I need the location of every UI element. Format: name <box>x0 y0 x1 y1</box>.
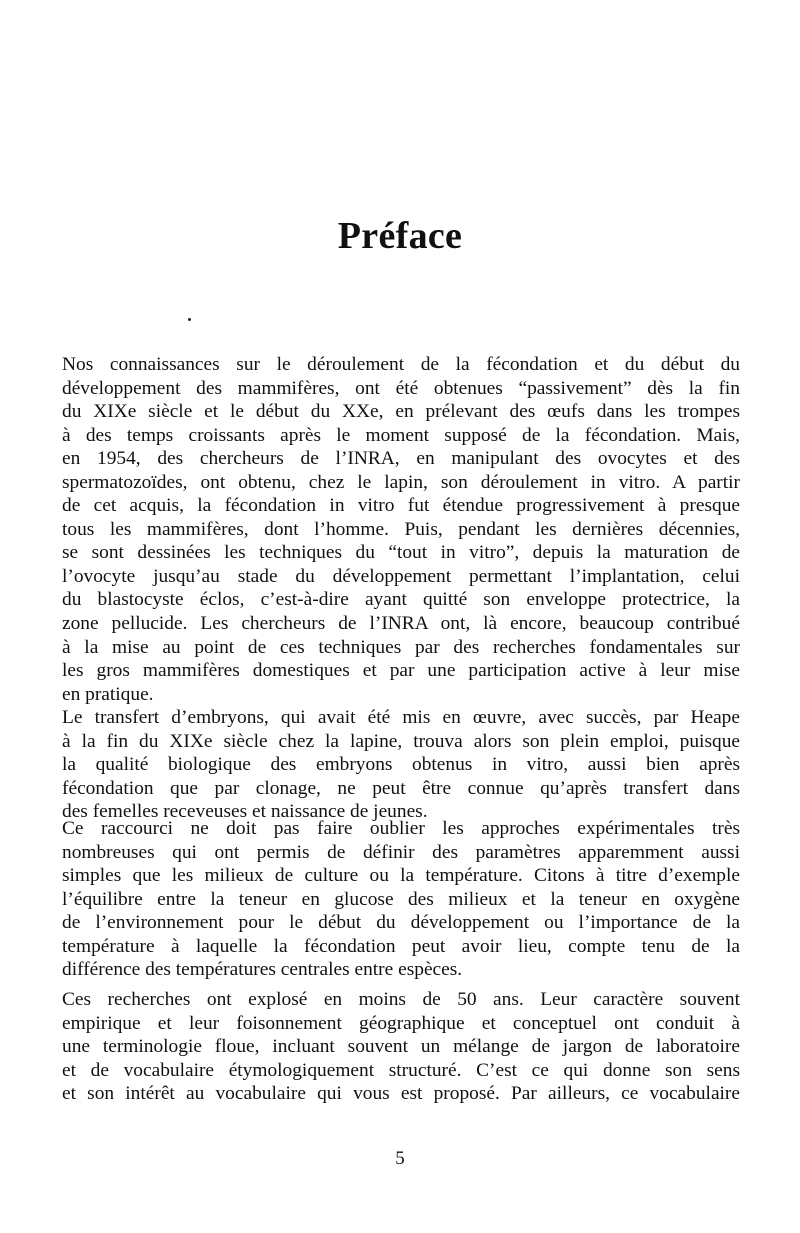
text-line: l’ovocyte jusqu’au stade du développement permettant l’implantation, celui <box>62 565 740 587</box>
text-line: simples que les milieux de culture ou la température. Citons à titre d’exemple <box>62 865 740 887</box>
text-line: nombreuses qui ont permis de définir des paramètres apparemment aussi <box>62 841 740 863</box>
text-line: les gros mammifères domestiques et par une participation active à leur mise <box>62 660 740 682</box>
scan-speck <box>188 318 191 321</box>
text-line: une terminologie floue, incluant souvent un mélange de jargon de laboratoire <box>62 1036 740 1058</box>
text-line: de l’environnement pour le début du développement ou l’importance de la <box>62 912 740 934</box>
text-line: température à laquelle la fécondation peut avoir lieu, compte tenu de la <box>62 935 740 957</box>
text-line: spermatozoïdes, ont obtenu, chez le lapin, son déroulement in vitro. A partir <box>62 471 740 493</box>
text-line: l’équilibre entre la teneur en glucose des milieux et la teneur en oxygène <box>62 888 740 910</box>
text-line: se sont dessinées les techniques du “tout in vitro”, depuis la maturation de <box>62 542 740 564</box>
text-line: empirique et leur foisonnement géographique et conceptuel ont conduit à <box>62 1012 740 1034</box>
text-line: en pratique. <box>62 683 154 705</box>
text-line: différence des températures centrales entre espèces. <box>62 959 463 981</box>
page-number: 5 <box>395 1148 405 1169</box>
text-line: la qualité biologique des embryons obtenus in vitro, aussi bien après <box>62 754 740 776</box>
text-line: développement des mammifères, ont été obtenues “passivement” dès la fin <box>62 377 740 399</box>
paragraph <box>62 817 740 982</box>
text-line: Le transfert d’embryons, qui avait été mis en œuvre, avec succès, par Heape <box>62 707 740 729</box>
text-line: Ce raccourci ne doit pas faire oublier les approches expérimentales très <box>62 818 740 839</box>
text-line: à la mise au point de ces techniques par des recherches fondamentales sur <box>62 636 740 658</box>
text-line: zone pellucide. Les chercheurs de l’INRA ont, là encore, beaucoup contribué <box>62 613 740 635</box>
text-line: Ces recherches ont explosé en moins de 50 ans. Leur caractère souvent <box>62 989 740 1010</box>
text-line: et son intérêt au vocabulaire qui vous est proposé. Par ailleurs, ce vocabulaire <box>62 1083 740 1105</box>
text-line: du blastocyste éclos, c’est-à-dire ayant quitté son enveloppe protectrice, la <box>62 589 740 611</box>
text-line: du XIXe siècle et le début du XXe, en prélevant des œufs dans les trompes <box>62 401 740 423</box>
paragraph <box>62 353 740 824</box>
text-line: en 1954, des chercheurs de l’INRA, en manipulant des ovocytes et des <box>62 448 740 470</box>
text-line: et de vocabulaire étymologiquement structuré. C’est ce qui donne son sens <box>62 1059 740 1081</box>
text-line: à des temps croissants après le moment supposé de la fécondation. Mais, <box>62 424 740 446</box>
text-line: des femelles receveuses et naissance de jeunes. <box>62 801 428 823</box>
page-title: Préface <box>337 215 463 257</box>
text-line: de cet acquis, la fécondation in vitro fut étendue progressivement à presque <box>62 495 740 517</box>
text-line: Nos connaissances sur le déroulement de la fécondation et du début du <box>62 354 740 375</box>
text-line: à la fin du XIXe siècle chez la lapine, trouva alors son plein emploi, puisque <box>62 730 740 752</box>
paragraph <box>62 988 740 1106</box>
text-line: tous les mammifères, dont l’homme. Puis, pendant les dernières décennies, <box>62 518 740 540</box>
text-line: fécondation que par clonage, ne peut être connue qu’après transfert dans <box>62 777 740 799</box>
